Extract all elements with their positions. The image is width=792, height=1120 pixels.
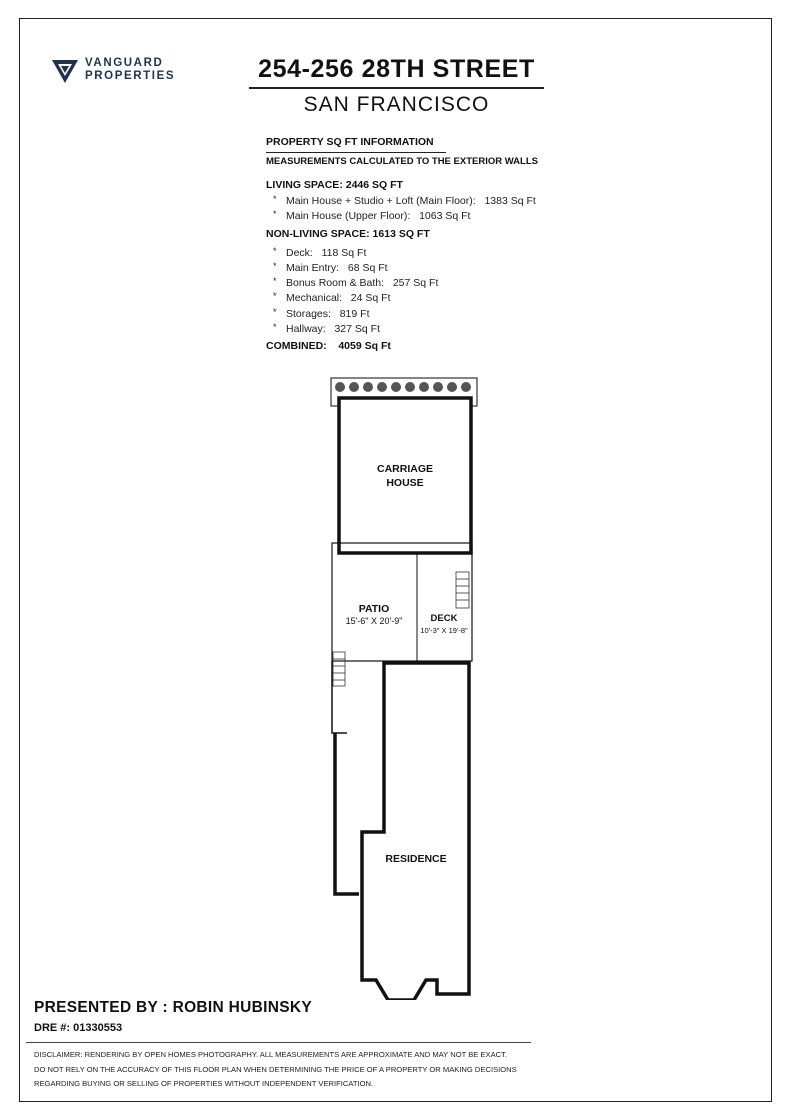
patio-stair — [333, 652, 345, 686]
deck-label: DECK — [430, 613, 458, 624]
side-corridor-wall — [335, 733, 359, 894]
presented-by: PRESENTED BY : ROBIN HUBINSKY — [34, 999, 312, 1016]
bullet: * — [273, 246, 277, 256]
vanguard-logo — [52, 57, 192, 87]
nonliving-item-value: 327 Sq Ft — [334, 323, 380, 335]
bullet: * — [273, 322, 277, 332]
nonliving-item-mechanical — [273, 291, 391, 304]
combined-total — [266, 340, 391, 352]
property-title: 254-256 28TH STREET — [258, 55, 535, 83]
info-heading: PROPERTY SQ FT INFORMATION — [266, 136, 434, 148]
measurement-note: MEASUREMENTS CALCULATED TO THE EXTERIOR WALLS — [266, 156, 538, 167]
nonliving-item-label: Mechanical: — [286, 292, 343, 304]
living-space-heading: LIVING SPACE: 2446 SQ FT — [266, 179, 403, 191]
nonliving-item-value: 68 Sq Ft — [347, 262, 388, 274]
nonliving-item-hallway — [273, 322, 380, 335]
nonliving-item-bonus-room — [273, 276, 438, 289]
nonliving-item-label: Main Entry: — [286, 262, 340, 274]
nonliving-item-label: Deck: — [286, 247, 313, 259]
disclaimer-line: DO NOT RELY ON THE ACCURACY OF THIS FLOOR PLAN WHEN DETERMINING THE PRICE OF A PROPERTY OR MAKING DECISIONS — [34, 1064, 517, 1074]
floor-plan — [328, 376, 480, 1000]
disclaimer-line: DISCLAIMER: RENDERING BY OPEN HOMES PHOTOGRAPHY. ALL MEASUREMENTS ARE APPROXIMATE AND MAY NOT BE EXACT. — [34, 1050, 508, 1059]
living-item-label: Main House + Studio + Loft (Main Floor): — [286, 195, 476, 207]
nonliving-item-deck — [273, 246, 366, 259]
living-item-value: 1063 Sq Ft — [419, 210, 471, 222]
nonliving-item-storages — [273, 307, 370, 320]
combined-label: COMBINED: — [266, 340, 327, 352]
bullet: * — [273, 307, 277, 317]
dre-number: DRE #: 01330553 — [34, 1022, 123, 1034]
nonliving-item-main-entry — [273, 261, 388, 274]
nonliving-item-value: 257 Sq Ft — [392, 277, 439, 289]
patio-label: PATIO — [358, 603, 390, 615]
deck-stair — [456, 572, 469, 608]
carriage-label-line-1: CARRIAGE — [376, 463, 433, 475]
bullet: * — [273, 276, 277, 286]
nonliving-item-label: Bonus Room & Bath: — [286, 277, 385, 289]
nonliving-item-value: 118 Sq Ft — [321, 247, 367, 259]
bullet: * — [273, 209, 277, 219]
living-item-main-floor — [273, 194, 536, 207]
carriage-label-line-2: HOUSE — [386, 477, 424, 489]
nonliving-item-label: Hallway: — [286, 323, 326, 335]
bullet: * — [273, 261, 277, 271]
deck-dimensions: 10'-3" X 19'-8" — [420, 626, 468, 635]
property-city: SAN FRANCISCO — [303, 93, 490, 116]
info-heading-underline — [266, 152, 446, 153]
residence-room — [362, 663, 469, 1000]
living-item-upper-floor — [273, 209, 470, 222]
nonliving-item-value: 819 Ft — [339, 308, 370, 320]
logo-line-1: VANGUARD — [85, 57, 164, 69]
vanguard-logo-mark-icon — [52, 58, 78, 84]
nonliving-item-value: 24 Sq Ft — [350, 292, 391, 304]
nonliving-item-label: Storages: — [286, 308, 331, 320]
disclaimer-divider — [26, 1042, 531, 1043]
carriage-house-label — [364, 462, 446, 490]
living-item-value: 1383 Sq Ft — [484, 195, 536, 207]
living-item-label: Main House (Upper Floor): — [286, 210, 411, 222]
logo-line-2: PROPERTIES — [85, 70, 176, 82]
bullet: * — [273, 291, 277, 301]
residence-label: RESIDENCE — [385, 853, 447, 865]
bullet: * — [273, 194, 277, 204]
logo-text — [85, 57, 175, 83]
disclaimer — [34, 1048, 554, 1092]
disclaimer-line: REGARDING BUYING OR SELLING OF PROPERTIES WITHOUT INDEPENDENT VERIFICATION. — [34, 1079, 374, 1088]
combined-value: 4059 Sq Ft — [338, 340, 391, 352]
title-divider — [249, 87, 544, 89]
non-living-space-heading: NON-LIVING SPACE: 1613 SQ FT — [266, 228, 430, 240]
patio-dimensions: 15'-6" X 20'-9" — [345, 616, 403, 626]
